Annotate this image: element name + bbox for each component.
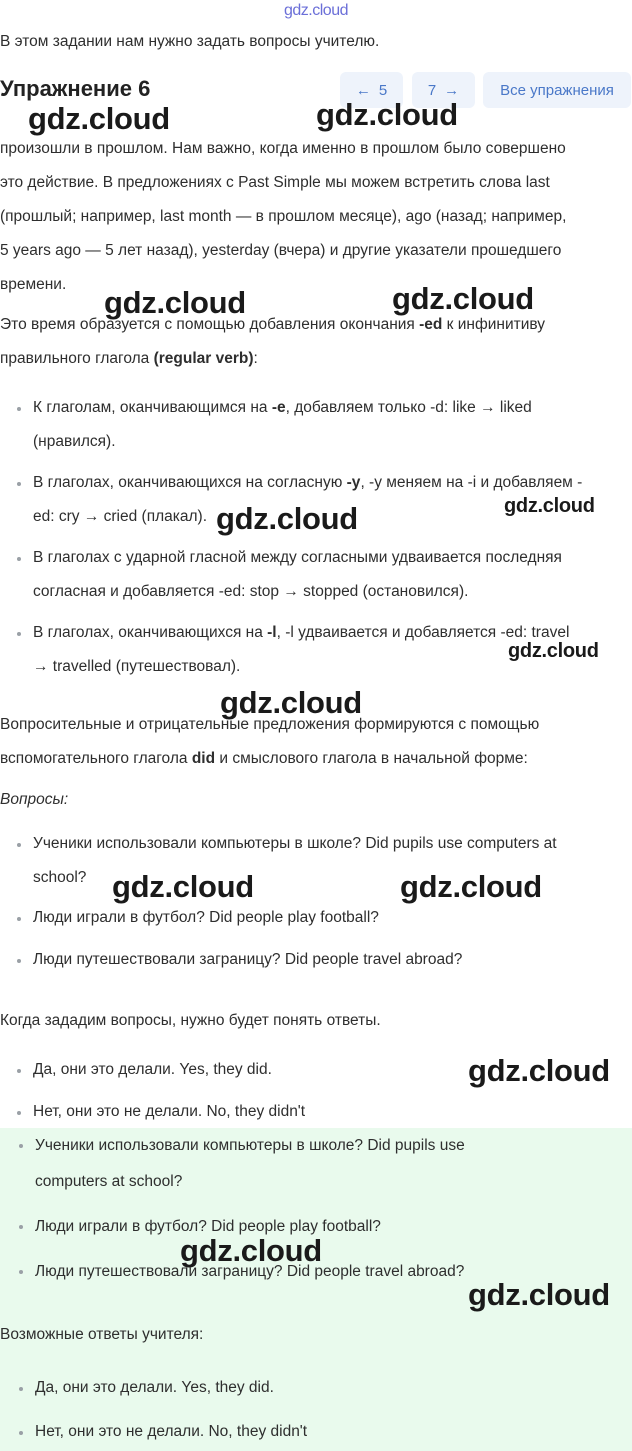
text-span: (нравился). — [33, 433, 116, 450]
text-span: Ученики использовали компьютеры в школе? Did pupils use — [35, 1137, 465, 1154]
watermark: gdz.cloud — [468, 1053, 610, 1088]
text-span: Вопросительные и отрицательные предложения формируются с помощью — [0, 716, 540, 733]
watermark: gdz.cloud — [180, 1233, 322, 1268]
watermark: gdz.cloud — [508, 640, 599, 662]
paragraph-line: произошли в прошлом. Нам важно, когда именно в прошлом было совершено — [0, 140, 566, 157]
text-span: К глаголам, оканчивающимся на — [33, 399, 272, 416]
paragraph-line: времени. — [0, 276, 67, 293]
solution-answers-list — [2, 1371, 632, 1449]
text-span: Люди играли в футбол? Did people play football? — [35, 1218, 381, 1235]
paragraph-line: (прошлый; например, last month — в прошлом месяце), ago (назад; например, — [0, 208, 567, 225]
answers-intro: Когда зададим вопросы, нужно будет понять ответы. — [0, 1012, 381, 1029]
list-item — [2, 1128, 632, 1200]
site-logo[interactable]: gdz.cloud — [284, 2, 348, 19]
bold-term: -l — [267, 624, 277, 641]
solution-answers-heading: Возможные ответы учителя: — [0, 1326, 204, 1343]
text-span: В глаголах, оканчивающихся на согласную — [33, 474, 347, 491]
watermark: gdz.cloud — [28, 101, 170, 136]
list-item — [0, 391, 632, 459]
bold-term: -ed — [419, 316, 443, 333]
paragraph-line: 5 years ago — 5 лет назад), yesterday (вчера) и другие указатели прошедшего — [0, 242, 562, 259]
list-item — [0, 943, 632, 977]
bold-term: -e — [271, 399, 286, 416]
prev-exercise-label: 5 — [378, 81, 388, 99]
watermark: gdz.cloud — [400, 869, 542, 904]
list-item — [0, 1095, 632, 1129]
text-span: В глаголах, оканчивающихся на — [33, 624, 268, 641]
watermark: gdz.cloud — [104, 285, 246, 320]
text-span: school? — [33, 869, 87, 886]
text-span: Ученики использовали компьютеры в школе? Did pupils use computers at — [33, 835, 557, 852]
watermark: gdz.cloud — [216, 501, 358, 536]
text-span: Это время образуется с помощью добавления окончания — [0, 316, 420, 333]
text-span: Да, они это делали. Yes, they did. — [35, 1379, 274, 1396]
text-span: Люди играли в футбол? Did people play football? — [33, 909, 379, 926]
text-span: → travelled (путешествовал). — [33, 658, 241, 675]
formation-paragraph — [0, 308, 545, 376]
text-span: правильного глагола — [0, 350, 154, 367]
text-span: Люди путешествовали заграницу? Did people travel abroad? — [33, 951, 463, 968]
text-span: и смыслового глагола в начальной форме: — [215, 750, 528, 767]
text-span: computers at school? — [35, 1173, 183, 1190]
text-span: ed: cry → cried (плакал). — [33, 508, 208, 525]
intro-text: В этом задании нам нужно задать вопросы учителю. — [0, 33, 380, 50]
arrow-right-icon: → — [444, 81, 460, 99]
text-span: , -l удваивается и добавляется -ed: travel — [276, 624, 570, 641]
arrow-left-icon: ← — [355, 81, 371, 99]
watermark: gdz.cloud — [392, 281, 534, 316]
next-exercise-label: 7 — [427, 81, 437, 99]
text-span: В глаголах с ударной гласной между согласными удваивается последняя — [33, 549, 562, 566]
exercise-title: Упражнение 6 — [0, 76, 151, 101]
list-item — [0, 541, 632, 609]
text-span: Нет, они это не делали. No, they didn't — [33, 1103, 306, 1120]
text-span: к инфинитиву — [442, 316, 546, 333]
list-item — [0, 901, 632, 935]
text-span: согласная и добавляется -ed: stop → stopped (остановился). — [33, 583, 469, 600]
text-span: Нет, они это не делали. No, they didn't — [35, 1423, 308, 1440]
bold-term: did — [191, 750, 216, 767]
bold-term: -y — [346, 474, 361, 491]
text-span: , добавляем только -d: like → liked — [285, 399, 532, 416]
watermark: gdz.cloud — [468, 1277, 610, 1312]
text-span: вспомогательного глагола — [0, 750, 192, 767]
all-exercises-label: Все упражнения — [500, 81, 614, 99]
text-span: Да, они это делали. Yes, they did. — [33, 1061, 272, 1078]
all-exercises-button[interactable] — [483, 72, 631, 108]
text-span: : — [253, 350, 258, 367]
watermark: gdz.cloud — [220, 685, 362, 720]
watermark: gdz.cloud — [504, 495, 595, 517]
bold-term: (regular verb) — [153, 350, 254, 367]
watermark: gdz.cloud — [316, 97, 458, 132]
paragraph-line: это действие. В предложениях с Past Simple мы можем встретить слова last — [0, 174, 550, 191]
text-span: , -y меняем на -i и добавляем - — [360, 474, 583, 491]
questions-heading: Вопросы: — [0, 791, 69, 808]
text-span: Люди путешествовали заграницу? Did people travel abroad? — [35, 1263, 465, 1280]
list-item — [2, 1371, 632, 1405]
watermark: gdz.cloud — [112, 869, 254, 904]
theory-paragraph — [0, 132, 566, 302]
list-item — [2, 1415, 632, 1449]
